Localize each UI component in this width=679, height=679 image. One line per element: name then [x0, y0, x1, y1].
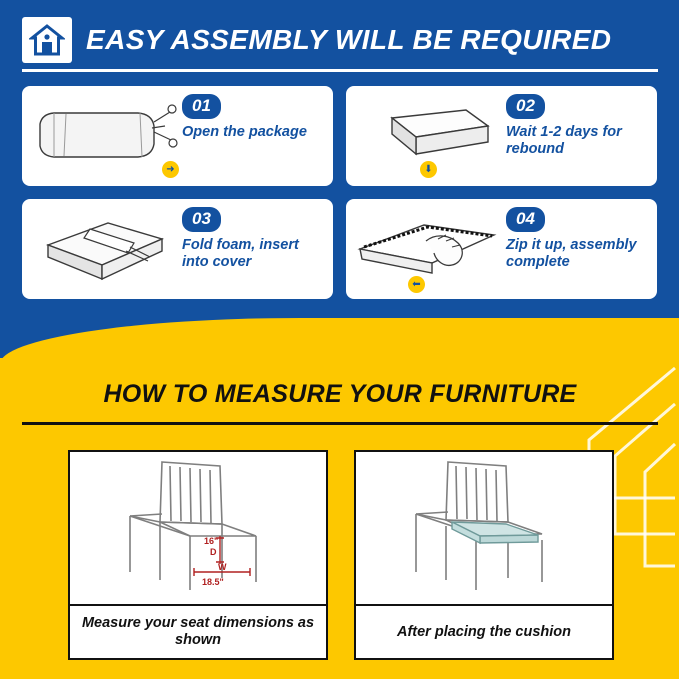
measure-card-1 [68, 450, 328, 660]
assembly-header [22, 10, 658, 72]
step-number: 03 [182, 207, 221, 232]
measure-cards [68, 450, 614, 660]
arrow-right-icon: ➜ [162, 161, 179, 178]
measure-section [0, 318, 679, 679]
measure-title: HOW TO MEASURE YOUR FURNITURE [103, 380, 577, 408]
chair-measure-illustration [70, 452, 326, 604]
assembly-section [0, 0, 679, 330]
page-title: EASY ASSEMBLY WILL BE REQUIRED [86, 23, 612, 55]
step-card-01 [22, 86, 333, 186]
step-number: 01 [182, 94, 221, 119]
arrow-down-icon: ⬇ [420, 161, 437, 178]
chair-with-cushion-illustration [356, 452, 612, 604]
arrow-left-icon: ⬅ [408, 276, 425, 293]
svg-text:18.5": 18.5" [202, 577, 224, 587]
step-label: Open the package [182, 124, 307, 140]
steps-grid [22, 86, 658, 299]
title-divider [22, 422, 658, 425]
step-02-text [504, 92, 649, 180]
step-number: 02 [506, 94, 545, 119]
step-card-03 [22, 199, 333, 299]
svg-text:16": 16" [204, 536, 219, 546]
house-logo-icon [22, 17, 72, 63]
step-label: Wait 1-2 days for rebound [506, 124, 622, 157]
step-04-text [504, 205, 649, 293]
svg-text:W: W [218, 562, 227, 572]
measure-card-2 [354, 450, 614, 660]
svg-text:D: D [210, 547, 217, 557]
measure-caption: Measure your seat dimensions as shown [70, 604, 326, 658]
step-card-02 [346, 86, 657, 186]
step-number: 04 [506, 207, 545, 232]
measure-caption: After placing the cushion [356, 604, 612, 658]
step-card-04 [346, 199, 657, 299]
step-01-text [180, 92, 325, 180]
step-label: Fold foam, insert into cover [182, 237, 299, 270]
section-divider-curve [0, 318, 679, 358]
zip-cushion-illustration [354, 205, 504, 293]
step-03-text [180, 205, 325, 293]
package-illustration [30, 92, 180, 180]
step-label: Zip it up, assembly complete [506, 237, 637, 270]
fold-foam-illustration [30, 205, 180, 293]
